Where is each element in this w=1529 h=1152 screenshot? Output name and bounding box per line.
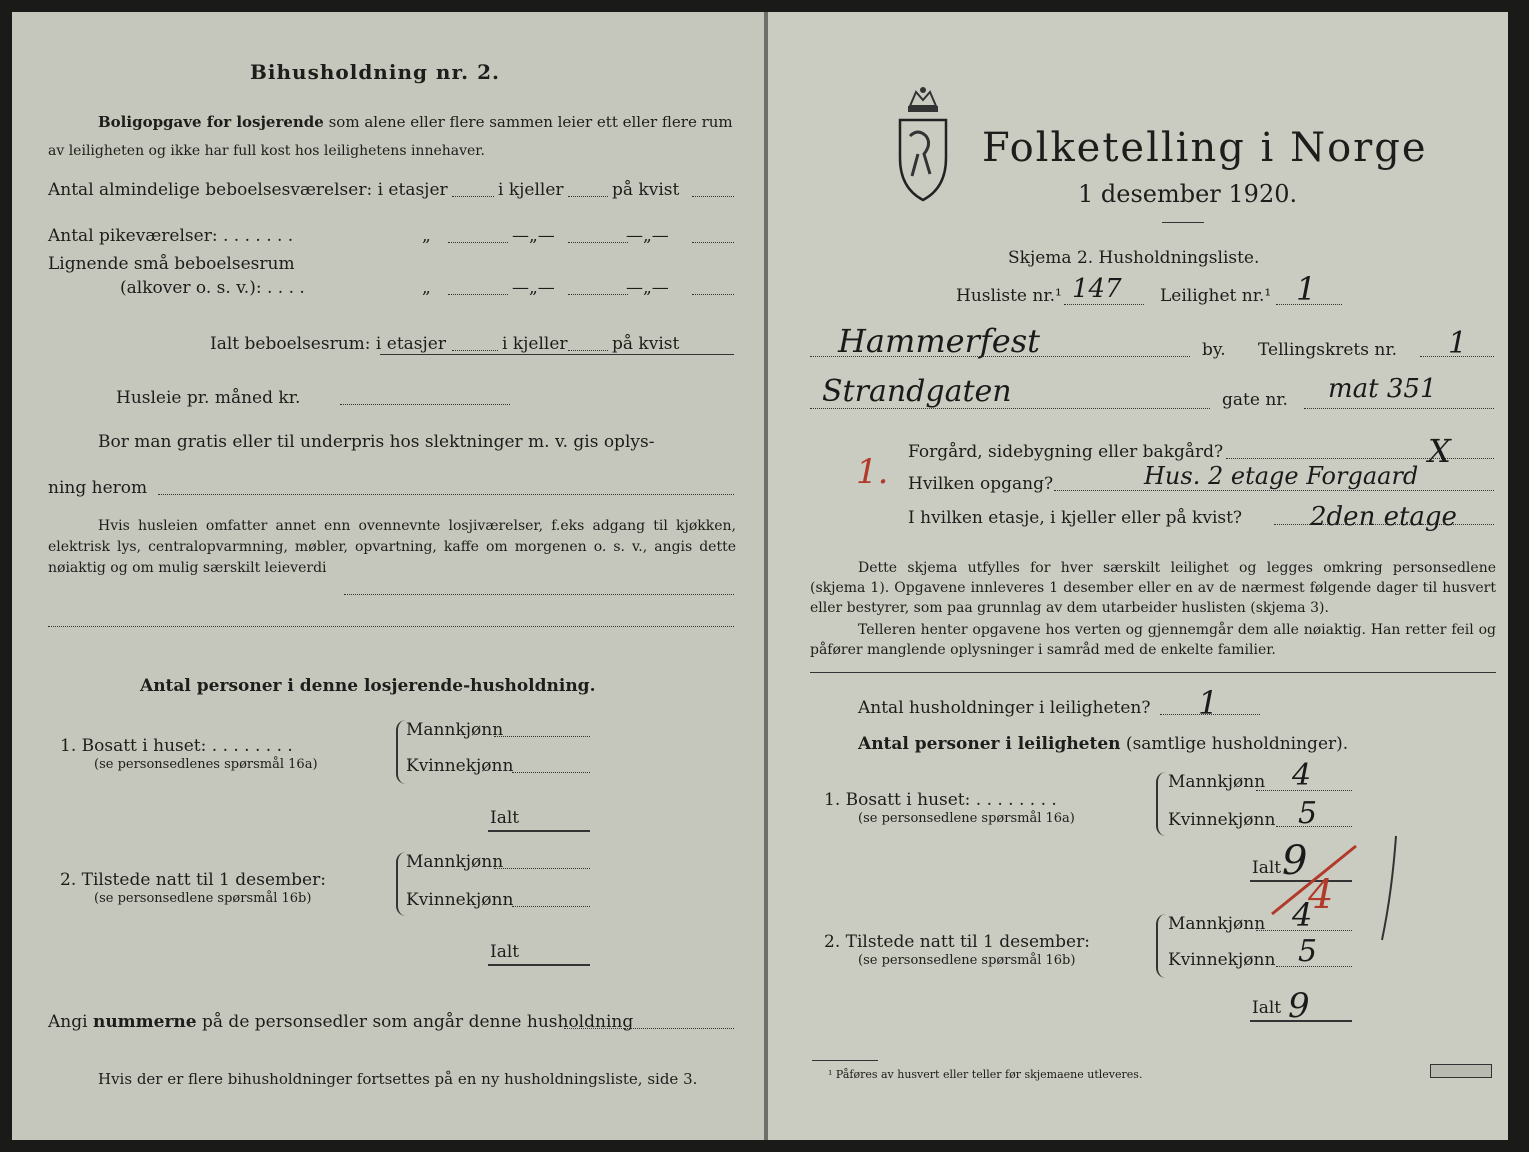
left-q2-ialt-label: Ialt [490,942,520,962]
rooms-kjeller-label: i kjeller [498,180,564,200]
angi-line: Angi nummerne på de personsedler som angår denne husholdning [48,1012,634,1032]
bor-line-1: Bor man gratis eller til underpris hos slektninger m. v. gis oplys- [98,432,655,452]
pike-kjeller-field[interactable] [568,242,628,243]
etasje-value: 2den etage [1310,502,1457,532]
ialt-kvist-label: på kvist [612,334,680,354]
opgang-field[interactable] [1054,490,1494,491]
right-q2-kvinne-label: Kvinnekjønn [1168,950,1276,970]
hvis-paragraph: Hvis husleien omfatter annet enn ovennevnte losjiværelser, f.eks adgang til kjøkken, elektrisk lys, centralopvarmning, møbler, opvartning, kaffe om morgenen o. s. v., angis dette nøiaktig og om mulig særskilt leieverdi [48,518,736,576]
rooms-etasjer-field[interactable] [452,196,494,197]
right-q2-ialt-value: 9 [1288,986,1310,1026]
leieverdi-field-2[interactable] [48,626,734,627]
margin-stroke [1378,832,1402,944]
right-title: Folketelling i Norge [982,125,1428,171]
info-paragraph-2: Telleren henter opgavene hos verten og gjennemgår dem alle nøiaktig. Han retter feil og påfører manglende oplysninger i samråd med de enkelte familier. [810,622,1496,658]
left-q2-label: 2. Tilstede natt til 1 desember: [60,870,326,890]
right-date: 1 desember 1920. [1078,180,1298,208]
footnote-rule [812,1060,878,1061]
intro-line-1: Boligopgave for losjerende som alene eller flere sammen leier ett eller flere rum [98,113,733,131]
right-q1-brace [1156,772,1166,836]
right-q2-kvinne-value: 5 [1298,934,1318,969]
left-q1-sub: (se personsedlenes spørsmål 16a) [94,757,318,772]
right-q2-brace [1156,914,1166,978]
lignende-ditto-3: —„— [626,278,669,298]
leieverdi-field[interactable] [344,594,734,595]
ialt-sum-rule [380,354,734,355]
rooms-kvist-field[interactable] [692,196,734,197]
rooms-kjeller-field[interactable] [568,196,608,197]
left-q2-mann-field[interactable] [494,868,590,869]
pike-kvist-field[interactable] [692,242,734,243]
skjema-label: Skjema 2. Husholdningsliste. [1008,248,1260,268]
left-q2-brace [396,852,406,916]
intro-line-2: av leiligheten og ikke har full kost hos leilighetens innehaver. [48,143,485,159]
info-paragraph-1: Dette skjema utfylles for hver særskilt leilighet og legges omkring personsedlene (skjema 1). Opgavene innleveres 1 desember eller en av de nærmest følgende dager til husvert eller bestyrer, som paa grunnlag av dem utarbeider huslisten (skjema 3). [810,560,1496,616]
right-q2-mann-label: Mannkjønn [1168,914,1266,934]
husliste-value: 147 [1072,274,1122,304]
opgang-value: Hus. 2 etage Forgaard [1144,462,1419,490]
left-q2-kvinne-label: Kvinnekjønn [406,890,514,910]
left-q1-ialt-field[interactable] [488,830,590,832]
left-q1-brace [396,720,406,784]
leilighet-label: Leilighet nr.¹ [1160,286,1272,306]
left-footer: Hvis der er flere bihusholdninger fortsettes på en ny husholdningsliste, side 3. [98,1070,698,1088]
coat-of-arms-icon [888,84,958,204]
lignende-kjeller-field[interactable] [568,294,628,295]
pike-ditto: „ [422,226,431,246]
gate-value: Strandgaten [822,374,1012,409]
by-label: by. [1202,340,1226,360]
gate-nr-field[interactable] [1304,408,1494,409]
right-q1-label: 1. Bosatt i huset: . . . . . . . . [824,790,1057,810]
forgard-field[interactable] [1226,458,1494,459]
right-q1-kvinne-value: 5 [1298,796,1318,831]
left-q1-kvinne-field[interactable] [512,772,590,773]
census-form-sheet [12,12,1508,1140]
left-page [12,12,764,1140]
lignende-label-2: (alkover o. s. v.): . . . . [120,278,305,298]
krets-label: Tellingskrets nr. [1258,340,1398,360]
left-q1-label: 1. Bosatt i huset: . . . . . . . . [60,736,293,756]
krets-value: 1 [1448,326,1468,361]
lignende-label-1: Lignende små beboelsesrum [48,254,295,274]
right-q1-mann-label: Mannkjønn [1168,772,1266,792]
right-q1-sub: (se personsedlene spørsmål 16a) [858,811,1075,826]
left-q1-mann-field[interactable] [494,736,590,737]
opgang-label: Hvilken opgang? [908,474,1054,494]
husliste-label: Husliste nr.¹ [956,286,1062,306]
forgard-value: X [1428,432,1451,470]
left-q2-ialt-field[interactable] [488,964,590,966]
title-underline [1162,222,1204,223]
antal-pers-line: Antal personer i leiligheten (samtlige husholdninger). [858,734,1349,754]
right-page [768,12,1508,1140]
pike-ditto-2: —„— [512,226,555,246]
angi-field[interactable] [564,1028,734,1029]
left-q1-ialt-label: Ialt [490,808,520,828]
right-q2-mann-value: 4 [1292,896,1313,934]
by-value: Hammerfest [838,322,1040,360]
gate-label: gate nr. [1222,390,1288,410]
footnote: ¹ Påføres av husvert eller teller før skjemaene utleveres. [828,1068,1143,1081]
persons-title: Antal personer i denne losjerende-husholdning. [140,676,596,696]
lignende-ditto: „ [422,278,431,298]
forgard-label: Forgård, sidebygning eller bakgård? [908,442,1224,462]
left-q2-mann-label: Mannkjønn [406,852,504,872]
ialt-kjeller-field[interactable] [568,350,608,351]
ialt-etasjer-field[interactable] [452,350,498,351]
lignende-kvist-field[interactable] [692,294,734,295]
rooms-kvist-label: på kvist [612,180,680,200]
right-q1-ialt-value: 9 [1282,838,1308,884]
gate-nr-value: mat 351 [1328,374,1437,404]
bor-field[interactable] [158,494,734,495]
right-q2-sub: (se personsedlene spørsmål 16b) [858,953,1076,968]
printer-stamp [1430,1064,1492,1078]
pike-ditto-3: —„— [626,226,669,246]
right-q2-ialt-label: Ialt [1252,998,1282,1018]
right-q1-ialt-label: Ialt [1252,858,1282,878]
husleie-label: Husleie pr. måned kr. [116,388,301,408]
husleie-field[interactable] [340,404,510,405]
red-strike-mark [1264,840,1364,920]
pike-etasjer-field[interactable] [448,242,508,243]
antal-hush-label: Antal husholdninger i leiligheten? [858,698,1151,718]
leilighet-value: 1 [1296,270,1317,308]
ialt-kjeller-label: i kjeller [502,334,568,354]
left-title: Bihusholdning nr. 2. [250,60,500,84]
lignende-ditto-2: —„— [512,278,555,298]
etasje-label: I hvilken etasje, i kjeller eller på kvist? [908,508,1243,528]
right-q2-label: 2. Tilstede natt til 1 desember: [824,932,1090,952]
info-divider [810,672,1496,673]
right-q1-kvinne-label: Kvinnekjønn [1168,810,1276,830]
right-q1-mann-value: 4 [1292,758,1312,793]
left-q2-sub: (se personsedlene spørsmål 16b) [94,891,312,906]
rooms-label: Antal almindelige beboelsesværelser: i etasjer [48,180,448,200]
left-q1-kvinne-label: Kvinnekjønn [406,756,514,776]
ialt-rum-label: Ialt beboelsesrum: i etasjer [210,334,446,354]
right-q1-ialt-correction: 4 [1308,872,1334,918]
left-q1-mann-label: Mannkjønn [406,720,504,740]
lignende-etasjer-field[interactable] [448,294,508,295]
left-q2-kvinne-field[interactable] [512,906,590,907]
bor-line-2: ning herom [48,478,148,498]
margin-mark: 1. [856,452,889,492]
husliste-field[interactable] [1064,304,1144,305]
pike-label: Antal pikeværelser: . . . . . . . [48,226,294,246]
antal-hush-value: 1 [1198,684,1219,722]
